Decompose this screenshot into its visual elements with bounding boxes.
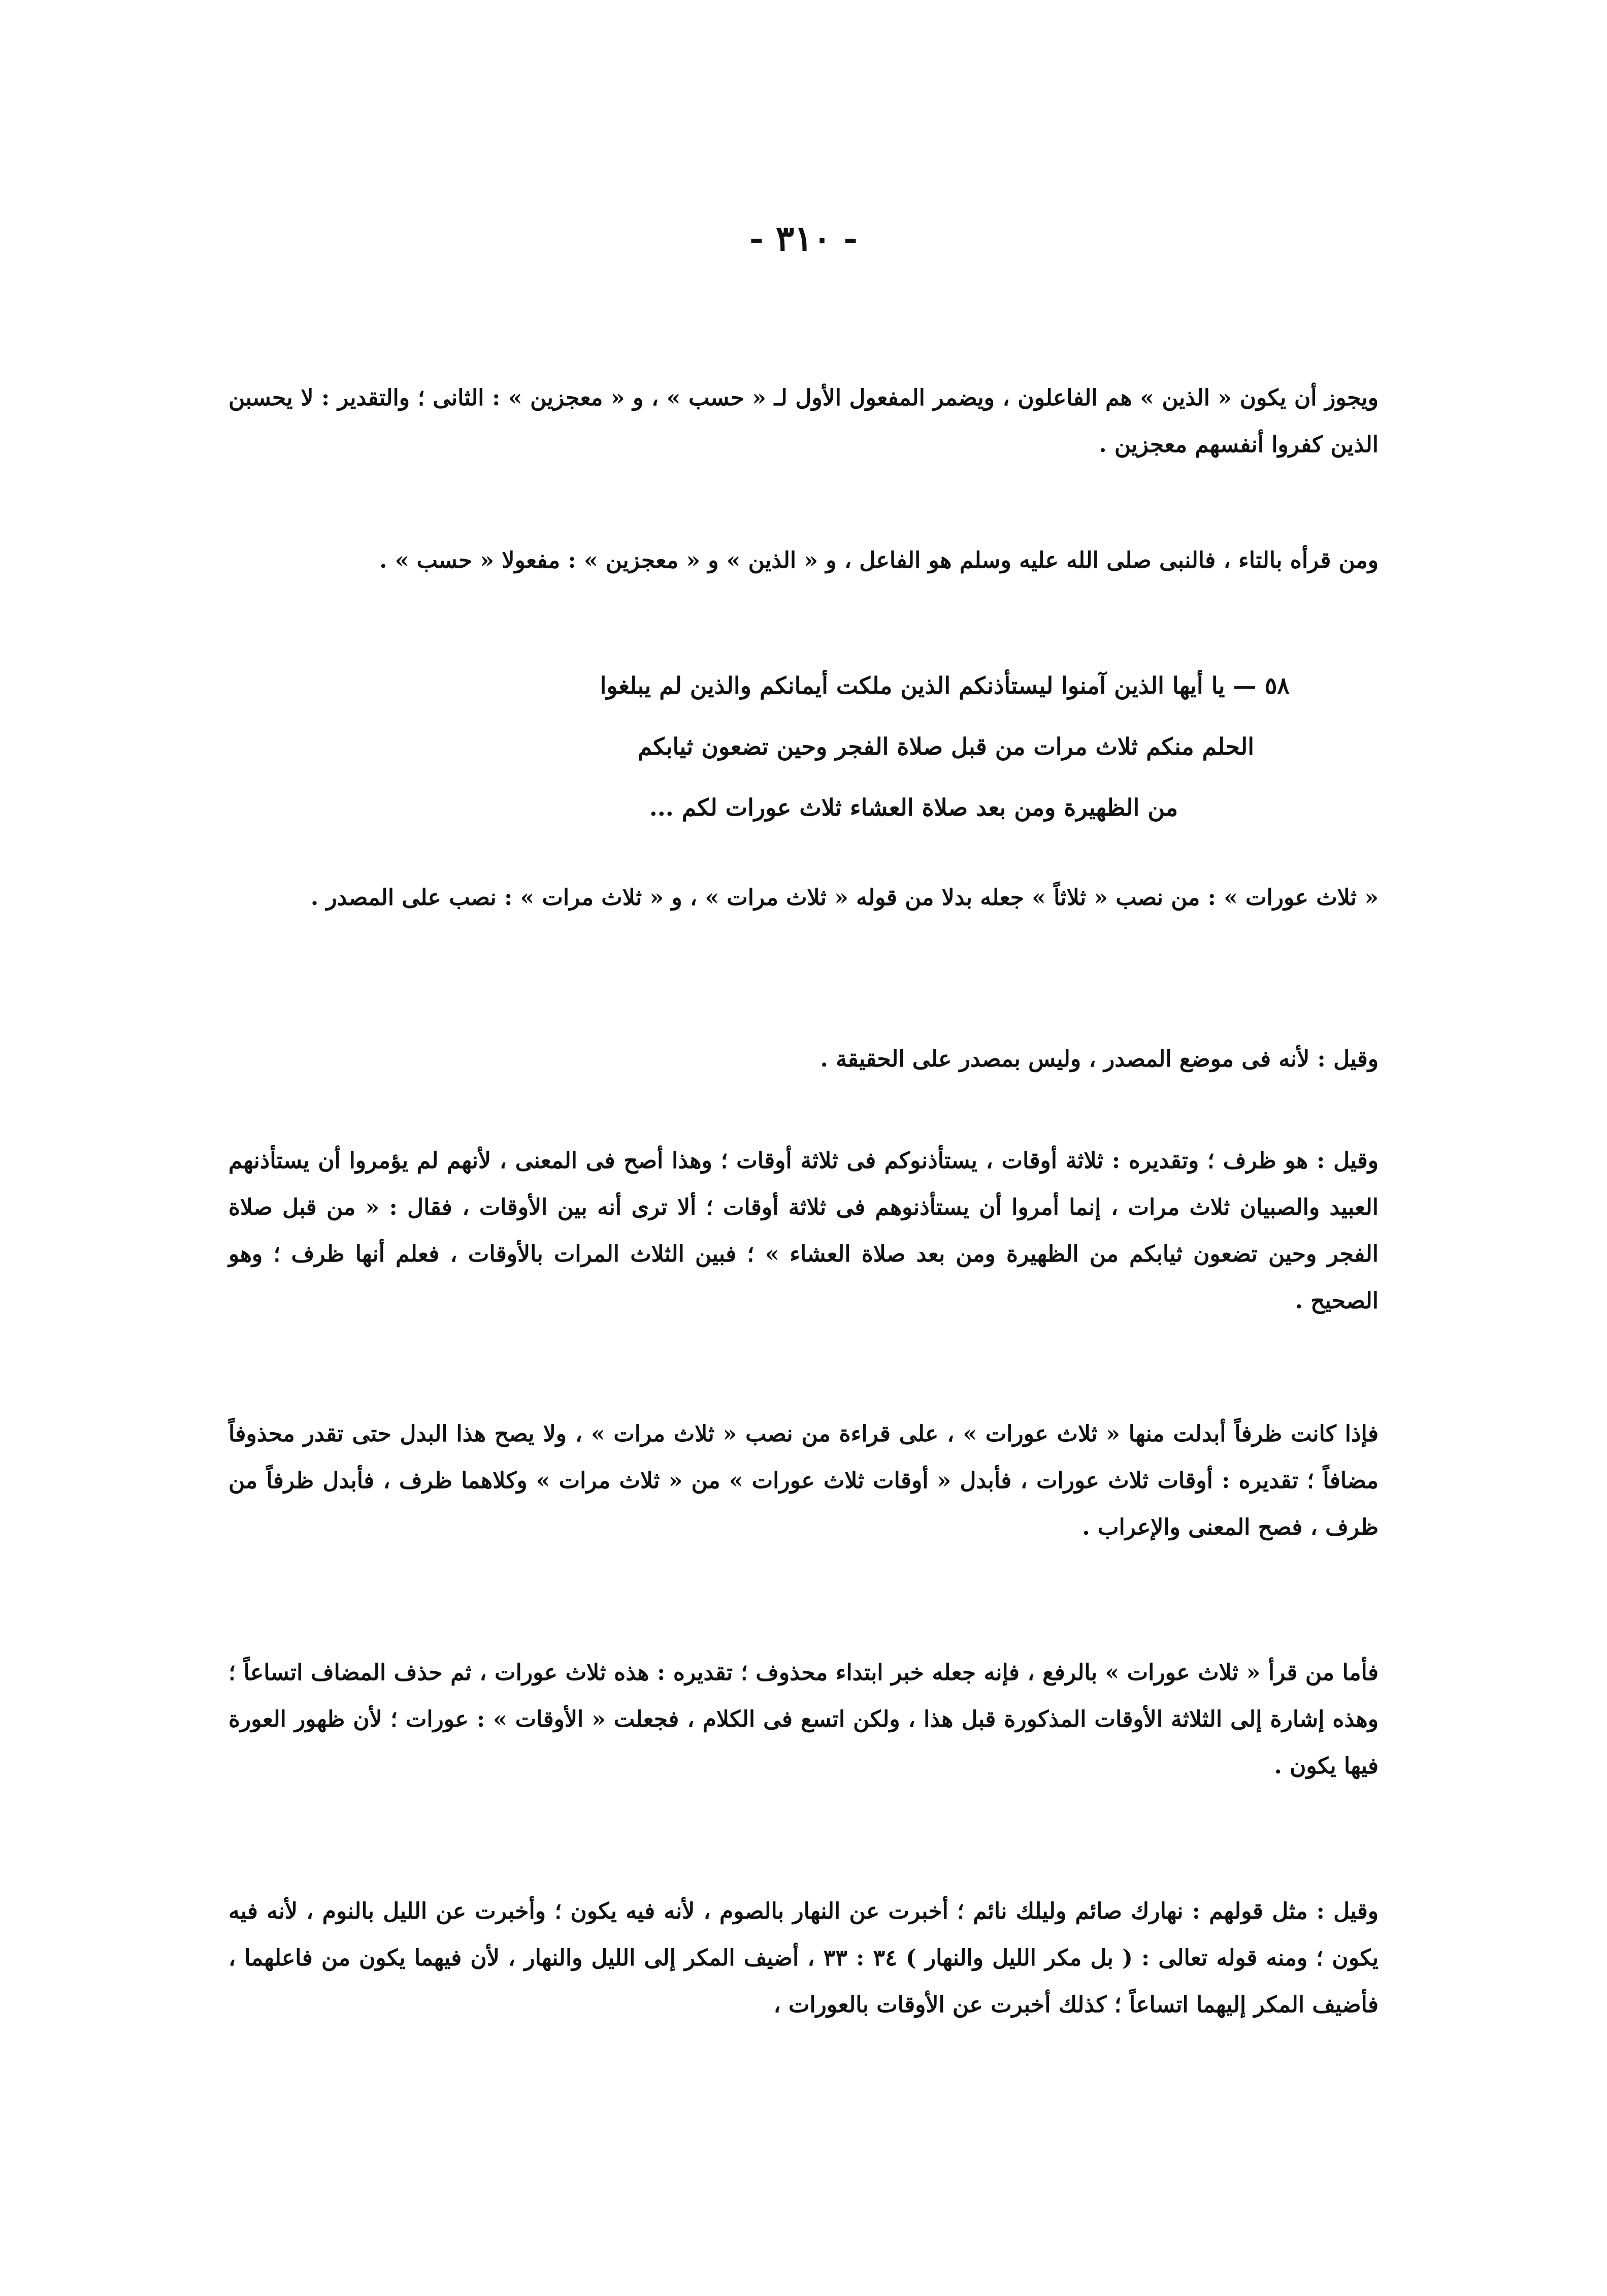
page-number: - ٣١٠ - — [749, 218, 858, 259]
paragraph-6: فإذا كانت ظرفاً أبدلت منها « ثلاث عورات » ، على قراءة من نصب « ثلاث مرات » ، ولا يصح هذا البدل حتى تقدر محذوفاً مضافاً ؛ تقديره : أوقات ثلاث عورات ، فأبدل « أوقات ثلاث عورات » من « ثلاث مرات » وكلاهما ظرف ، فأبدل ظرفاً من ظرف ، فصح المعنى والإعراب . — [228, 1421, 1379, 1540]
paragraph-7: فأما من قرأ « ثلاث عورات » بالرفع ، فإنه جعله خبر ابتداء محذوف ؛ تقديره : هذه ثلاث عورات ، ثم حذف المضاف اتساعاً ؛ وهذه إشارة إلى الثلاثة الأوقات المذكورة قبل هذا ، ولكن اتسع فى الكلام ، فجعلت « الأوقات » : عورات ؛ لأن ظهور العورة فيها يكون . — [228, 1660, 1379, 1779]
paragraph-3: « ثلاث عورات » : من نصب « ثلاثاً » جعله بدلا من قوله « ثلاث مرات » ، و « ثلاث مرات » : نصب على المصدر . — [310, 885, 1379, 911]
paragraph-5: وقيل : هو ظرف ؛ وتقديره : ثلاثة أوقات ، يستأذنوكم فى ثلاثة أوقات ؛ وهذا أصح فى المعنى ، لأنهم لم يؤمروا أن يستأذنهم العبيد والصبيان ثلاث مرات ، إنما أمروا أن يستأذنوهم فى ثلاثة أوقات ؛ ألا ترى أنه بين الأوقات ، فقال : « من قبل صلاة الفجر وحين تضعون ثيابكم من الظهيرة ومن بعد صلاة العشاء » ؛ فبين الثلاث المرات بالأوقات ، فعلم أنها ظرف ؛ وهو الصحيح . — [228, 1148, 1379, 1314]
quran-verse — [325, 655, 1290, 838]
verse-line-1: ٥٨ — يا أيها الذين آمنوا ليستأذنكم الذين ملكت أيمانكم والذين لم يبلغوا — [600, 672, 1290, 699]
paragraph-2: ومن قرأه بالتاء ، فالنبى صلى الله عليه وسلم هو الفاعل ، و « الذين » و « معجزين » : مفعولا « حسب » . — [379, 547, 1379, 573]
paragraph-8: وقيل : مثل قولهم : نهارك صائم وليلك نائم ؛ أخبرت عن النهار بالصوم ، لأنه فيه يكون ؛ وأخبرت عن الليل بالنوم ، لأنه فيه يكون ؛ ومنه قوله تعالى : ( بل مكر الليل والنهار ) ٣٤ : ٣٣ ، أضيف المكر إلى الليل والنهار ، لأن فيهما يكون من فاعلهما ، فأضيف المكر إليهما اتساعاً ؛ كذلك أخبرت عن الأوقات بالعورات ، — [228, 1898, 1379, 2018]
verse-line-3: من الظهيرة ومن بعد صلاة العشاء ثلاث عورات لكم ... — [649, 794, 1178, 821]
verse-line-2: الحلم منكم ثلاث مرات من قبل صلاة الفجر وحين تضعون ثيابكم — [637, 733, 1254, 760]
paragraph-1: ويجوز أن يكون « الذين » هم الفاعلون ، ويضمر المفعول الأول لـ « حسب » ، و « معجزين » : الثانى ؛ والتقدير : لا يحسبن الذين كفروا أنفسهم معجزين . — [228, 385, 1379, 458]
paragraph-4: وقيل : لأنه فى موضع المصدر ، وليس بمصدر على الحقيقة . — [820, 1046, 1379, 1072]
